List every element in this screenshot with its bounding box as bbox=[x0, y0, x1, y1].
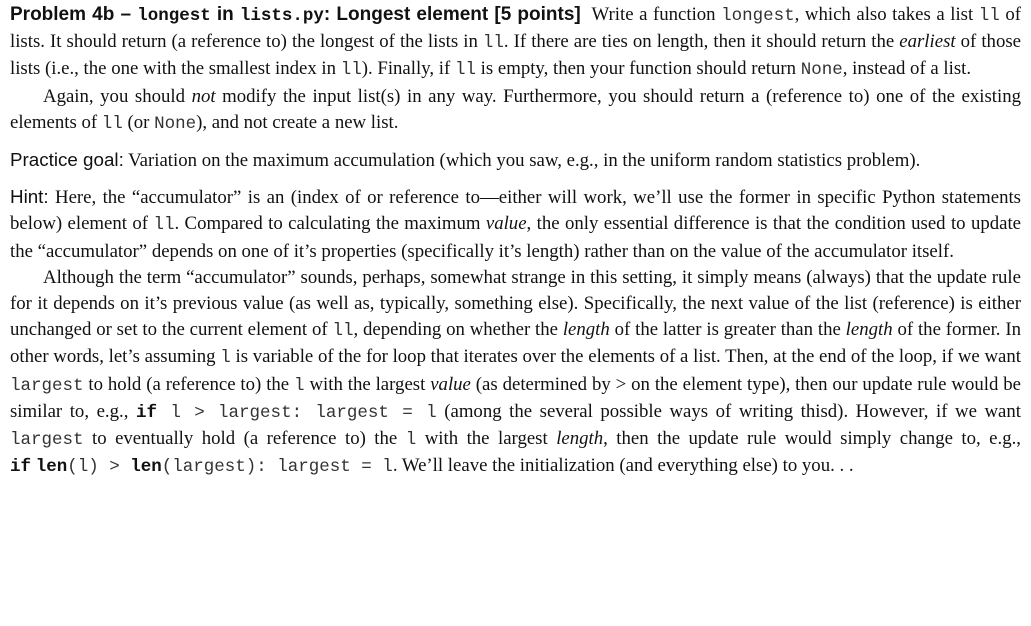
requirements-paragraph bbox=[10, 84, 1021, 137]
code: largest bbox=[10, 430, 84, 451]
text: Again, you should bbox=[43, 85, 192, 107]
code: largest bbox=[10, 375, 84, 396]
text: . We’ll leave the initialization (and everything else) to you. . . bbox=[392, 455, 854, 477]
heading-part: in bbox=[210, 4, 240, 25]
text: of lists. It should return (a reference to) the longest of the lists in bbox=[10, 4, 1021, 53]
emphasis: length bbox=[556, 428, 604, 450]
heading-part: : Longest element [5 points] bbox=[323, 4, 581, 25]
code: None bbox=[154, 113, 197, 134]
text: , depending on whether the bbox=[353, 319, 563, 341]
code: (l) > bbox=[67, 457, 131, 478]
code-keyword: len bbox=[35, 457, 68, 478]
text: Although the term “accumulator” sounds, perhaps, somewhat strange in this setting, it simply means (always) that the update rule for it depends on it’s previous value (as well as, typically, something else). Specifically, the next value of the list (reference) is either unchanged or set to the current element of bbox=[10, 266, 1021, 341]
code: (largest): largest = l bbox=[161, 457, 393, 478]
text: Variation on the maximum accumulation (which you saw, e.g., in the uniform random statistics problem). bbox=[123, 150, 921, 172]
text: modify the input list(s) in any way. Furthermore, you should return a (reference to) one of the existing elements of bbox=[10, 85, 1021, 133]
emphasis: not bbox=[191, 85, 216, 107]
emphasis: value bbox=[485, 213, 527, 235]
heading-function-name: longest bbox=[137, 6, 211, 26]
text: , which also takes a list bbox=[794, 4, 979, 25]
code: ll bbox=[978, 6, 1000, 26]
text: . If there are ties on length, then it should return the bbox=[503, 31, 900, 53]
practice-goal-label: Practice goal: bbox=[10, 149, 124, 171]
emphasis: length bbox=[562, 319, 610, 341]
code: None bbox=[800, 60, 843, 81]
text: with the largest bbox=[416, 428, 557, 450]
code: ll bbox=[101, 113, 123, 134]
code: ll bbox=[153, 215, 175, 236]
code: longest bbox=[721, 6, 795, 26]
text: (or bbox=[122, 111, 155, 133]
practice-goal-paragraph bbox=[10, 147, 1021, 174]
text: , the only essential difference is that the condition used to update the “accumulator” depends on one of it’s properties (specifically it’s length) rather than on the value of the accumulator itself. bbox=[10, 213, 1022, 262]
code: l bbox=[405, 430, 417, 451]
text: Here, the “accumulator” is an (index of or reference to—either will work, we’ll use the former in specific Python statements below) element of bbox=[10, 187, 1021, 235]
accumulator-paragraph bbox=[10, 265, 1021, 481]
code-keyword: len bbox=[130, 457, 162, 478]
code: l bbox=[294, 375, 305, 396]
text: to hold (a reference to) the bbox=[83, 373, 295, 395]
hint-paragraph bbox=[10, 184, 1021, 265]
text: , instead of a list. bbox=[842, 58, 972, 80]
code: ll bbox=[454, 60, 476, 81]
text: of the latter is greater than the bbox=[609, 319, 846, 341]
text: , then the update rule would simply change to, e.g., bbox=[603, 428, 1021, 450]
heading-file-name: lists.py bbox=[239, 6, 324, 26]
emphasis: value bbox=[430, 373, 471, 395]
text: Write a function bbox=[591, 4, 722, 25]
hint-label: Hint: bbox=[10, 186, 49, 208]
heading-part: Problem 4b – bbox=[10, 4, 138, 25]
code-keyword: if bbox=[10, 457, 32, 478]
text: with the largest bbox=[304, 373, 431, 395]
code: l > largest: largest = l bbox=[156, 402, 437, 423]
text: is empty, then your function should return bbox=[475, 58, 801, 80]
text: of the former. In other words, let’s assuming bbox=[10, 319, 1021, 368]
text: to eventually hold (a reference to) the bbox=[83, 428, 406, 450]
text: (as determined by > on the element type), then our update rule would be similar to, e.g., bbox=[10, 373, 1021, 422]
text: is variable of the for loop that iterates over the elements of a list. Then, at the end of the loop, if we want bbox=[230, 346, 1021, 368]
problem-heading bbox=[10, 4, 581, 25]
text: (among the several possible ways of writing thisd). However, if we want bbox=[436, 400, 1022, 422]
text: ), and not create a new list. bbox=[196, 111, 399, 133]
code-keyword: if bbox=[135, 402, 157, 423]
emphasis: earliest bbox=[899, 31, 956, 53]
code: l bbox=[220, 348, 231, 369]
code: ll bbox=[340, 60, 362, 81]
text: . Compared to calculating the maximum bbox=[174, 213, 486, 235]
text: of those lists (i.e., the one with the smallest index in bbox=[10, 31, 1021, 80]
emphasis: length bbox=[845, 319, 893, 341]
code: ll bbox=[482, 33, 504, 54]
problem-paragraph bbox=[10, 2, 1021, 84]
text: ). Finally, if bbox=[361, 58, 455, 80]
code: ll bbox=[332, 321, 354, 342]
